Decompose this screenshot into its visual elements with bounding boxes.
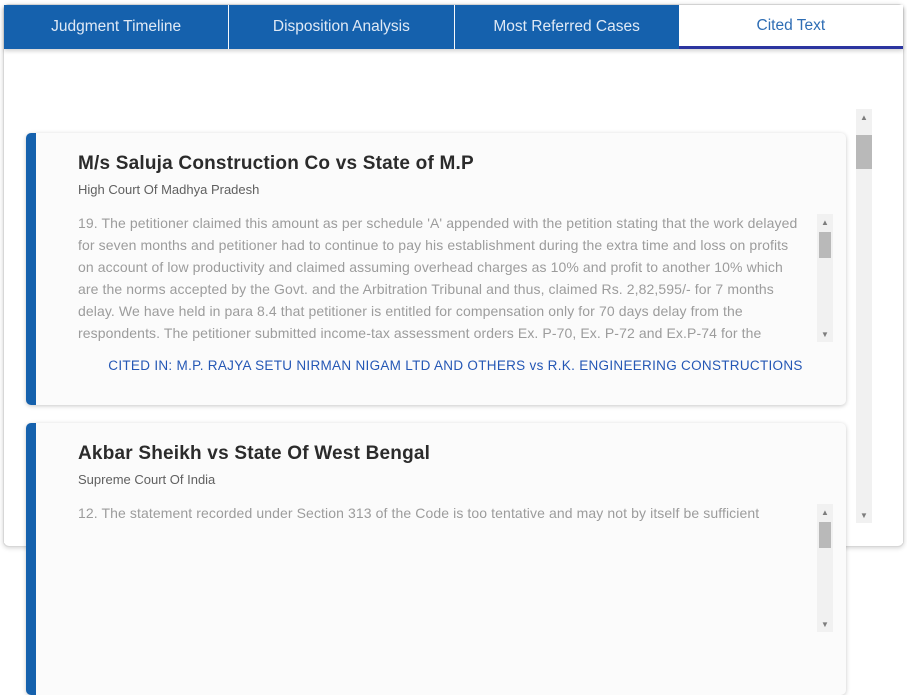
cited-text-content — [4, 49, 903, 629]
tab-label: Disposition Analysis — [272, 18, 410, 35]
tab-label: Judgment Timeline — [51, 18, 182, 35]
tab-cited-text[interactable] — [679, 5, 903, 49]
scroll-down-icon[interactable]: ▼ — [821, 619, 829, 629]
main-scrollbar[interactable] — [856, 109, 872, 523]
case-title: Akbar Sheikh vs State Of West Bengal — [78, 443, 431, 464]
tab-label: Most Referred Cases — [493, 18, 640, 35]
scroll-down-icon[interactable]: ▼ — [860, 510, 868, 520]
cases-scroll-viewport[interactable] — [4, 49, 856, 629]
cited-text-panel — [3, 4, 904, 629]
excerpt-scrollbar[interactable] — [817, 504, 833, 632]
case-title: M/s Saluja Construction Co vs State of M.P — [78, 153, 474, 174]
scrollbar-thumb[interactable] — [819, 522, 831, 548]
cited-case-card — [26, 133, 846, 405]
tab-disposition-analysis[interactable] — [228, 5, 453, 49]
tab-bar — [4, 5, 903, 49]
scroll-up-icon[interactable]: ▲ — [860, 112, 868, 122]
case-excerpt-scroll-area[interactable] — [78, 502, 833, 634]
scrollbar-thumb[interactable] — [819, 232, 831, 258]
case-court: High Court Of Madhya Pradesh — [78, 182, 260, 197]
tab-judgment-timeline[interactable] — [4, 5, 228, 49]
case-court: Supreme Court Of India — [78, 472, 216, 487]
scroll-down-icon[interactable]: ▼ — [821, 329, 829, 339]
excerpt-scrollbar[interactable] — [817, 214, 833, 342]
case-excerpt-text: 12. The statement recorded under Section 313 of the Code is too tentative and may not by itself be sufficient — [78, 505, 760, 521]
cited-case-card — [26, 423, 846, 695]
tab-label: Cited Text — [756, 16, 826, 34]
scroll-up-icon[interactable]: ▲ — [821, 217, 829, 227]
scrollbar-thumb[interactable] — [856, 135, 872, 169]
case-excerpt-scroll-area[interactable] — [78, 212, 833, 344]
tab-most-referred-cases[interactable] — [454, 5, 679, 49]
case-excerpt-text: 19. The petitioner claimed this amount as per schedule 'A' appended with the petition stating that the work delayed for seven months and petitioner had to continue to pay his establishment during the extra time and loss on profits on account of low productivity and claimed assuming overhead charges as 10% and profit to another 10% which are the norms accepted by the Govt. and the Arbitration Tribunal and thus, claimed Rs. 2,82,595/- for 7 months delay. We have held in para 8.4 that petitioner is entitled for compensation only for 70 days delay from the respondents. The petitioner submitted income-tax assessment orders Ex. P-70, Ex. P-72 and Ex.P-74 for the — [78, 215, 798, 341]
cited-in-link[interactable]: CITED IN: M.P. RAJYA SETU NIRMAN NIGAM LTD AND OTHERS vs R.K. ENGINEERING CONSTRUCTIONS — [108, 358, 803, 373]
scroll-up-icon[interactable]: ▲ — [821, 507, 829, 517]
